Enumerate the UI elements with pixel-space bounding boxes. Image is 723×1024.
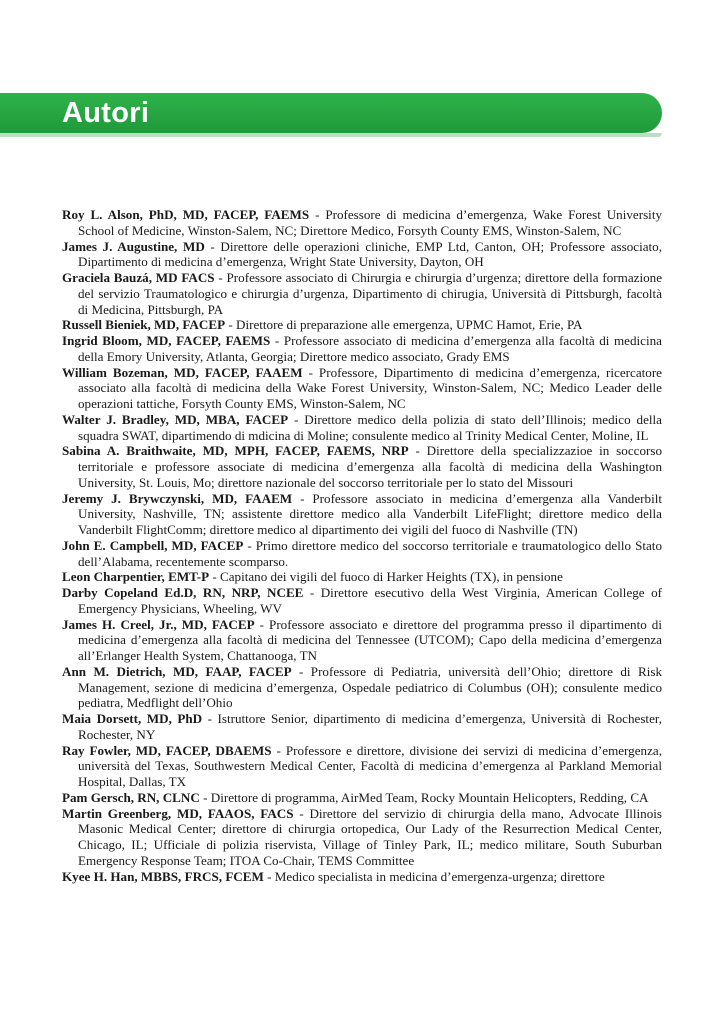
author-entry [62,333,662,365]
author-name: Maia Dorsett, MD, PhD [62,711,203,726]
author-name: Ann M. Dietrich, MD, FAAP, FACEP [62,663,292,679]
author-entry [62,270,662,317]
author-entry [62,491,662,538]
author-name: Russell Bieniek, MD, FACEP [62,317,226,333]
author-name: William Bozeman, MD, FACEP, FAAEM [62,364,303,380]
author-name: Pam Gersch, RN, CLNC [62,789,200,805]
author-entry [62,711,662,743]
section-title: Autori [62,97,150,129]
author-entry [62,443,662,490]
author-name: Roy L. Alson, PhD, MD, FACEP, FAEMS [62,207,310,222]
author-name: Ray Fowler, MD, FACEP, DBAEMS [62,742,272,758]
author-entry [62,790,662,806]
author-name: John E. Campbell, MD, FACEP [62,537,244,553]
author-description: - Direttore della specializzazioe in soccorso territoriale e professore associate di medicina d’emergenza alla facoltà di medicina della Washington University, St. Louis, Mo; direttore nazionale del soccorso territoriale per lo stato del Missouri [78,443,662,490]
author-name: Sabina A. Braithwaite, MD, MPH, FACEP, FAEMS, NRP [62,443,409,459]
author-description: - Professore associato di medicina d’emergenza alla facoltà di medicina della Emory University, Atlanta, Georgia; Direttore medico associato, Grady EMS [78,333,662,364]
author-name: Ingrid Bloom, MD, FACEP, FAEMS [62,333,271,348]
author-description: - Direttore medico della polizia di stato dell’Illinois; medico della squadra SWAT, dipartimendo di mdicina di Moline; consulente medico al Trinity Medical Center, Moline, IL [78,411,662,443]
author-description: - Istruttore Senior, dipartimento di medicina d’emergenza, Università di Rochester, Rochester, NY [78,711,662,742]
author-entry [62,365,662,412]
author-name: Darby Copeland Ed.D, RN, NRP, NCEE [62,585,304,600]
author-entry [62,869,662,885]
author-entry [62,207,662,239]
author-description: - Capitano dei vigili del fuoco di Harker Heights (TX), in pensione [209,569,563,585]
author-description: - Professore, Dipartimento di medicina d’emergenza, ricercatore associato alla facoltà di medicina della Wake Forest University, Winston-Salem, NC; Medico Leader delle operazioni tattiche, Forsyth County EMS, Winston-Salem, NC [78,364,662,411]
author-entry [62,569,662,585]
author-entry [62,806,662,869]
author-list [62,207,662,884]
author-description: - Professore e direttore, divisione dei servizi di medicina d’emergenza, università del Texas, Southwestern Medical Center, Facoltà di medicina d’emergenza al Parkland Memorial Hospital, Dallas, TX [78,742,662,789]
author-description: - Professore associato e direttore del programma presso il dipartimento di medicina d’emergenza alla facoltà di medicina del Tennessee (UTCOM); Capo della medicina d’emergenza all’Erlanger Health System, Chattanooga, TN [78,616,662,663]
author-entry [62,412,662,444]
author-name: Graciela Bauzá, MD FACS [62,270,215,285]
author-description: - Primo direttore medico del soccorso territoriale e traumatologico dello Stato dell’Alabama, recentemente scomparso. [78,537,662,569]
author-name: Leon Charpentier, EMT-P [62,569,210,585]
author-entry [62,317,662,333]
author-name: James H. Creel, Jr., MD, FACEP [62,616,255,632]
author-description: - Direttore di preparazione alle emergenza, UPMC Hamot, Erie, PA [225,317,583,333]
author-name: James J. Augustine, MD [62,238,205,254]
author-entry [62,664,662,711]
author-name: Jeremy J. Brywczynski, MD, FAAEM [62,490,293,506]
author-entry [62,617,662,664]
section-header-band [0,93,662,133]
author-description: - Professore di medicina d’emergenza, Wake Forest University School of Medicine, Winston-Salem, NC; Direttore Medico, Forsyth County EMS, Winston-Salem, NC [78,207,662,238]
author-entry [62,538,662,570]
author-entry [62,239,662,271]
author-description: - Professore di Pediatria, università dell’Ohio; direttore di Risk Management, sezione di medicina d’emergenza, Ospedale pediatrico di Columbus (OH); consulente medico pediatra, Medflight dell’Ohio [78,663,662,711]
author-entry [62,743,662,790]
author-name: Martin Greenberg, MD, FAAOS, FACS [62,805,294,821]
author-entry [62,585,662,617]
author-description: - Direttore di programma, AirMed Team, Rocky Mountain Helicopters, Redding, CA [199,789,649,805]
author-description: - Direttore del servizio di chirurgia della mano, Advocate Illinois Masonic Medical Center; direttore di chirurgia ortopedica, Our Lady of the Resurrection Medical Center, Chicago, IL; Ufficiale di polizia riservista, Village of Tinley Park, IL; medico militare, South Suburban Emergency Response Team; ITOA Co-Chair, TEMS Committee [78,805,662,868]
author-name: Walter J. Bradley, MD, MBA, FACEP [62,411,289,427]
author-description: - Professore associato in medicina d’emergenza alla Vanderbilt University, Nashville, TN; assistente direttore medico alla Vanderbilt LifeFlight; direttore medico della Vanderbilt FlightComm; direttore medico al dipartimento dei vigili del fuoco di Nashville (TN) [78,490,662,537]
author-name: Kyee H. Han, MBBS, FRCS, FCEM [62,868,264,884]
author-description: - Direttore esecutivo della West Virginia, American College of Emergency Physicians, Wheeling, WV [78,585,662,616]
author-description: - Professore associato di Chirurgia e chirurgia d’urgenza; direttore della formazione del servizio Traumatologico e chirurgia d’urgenza, Dipartimento di chirugia, Università di Pittsburgh, facoltà di Medicina, Pittsburgh, PA [78,270,663,317]
author-description: - Direttore delle operazioni cliniche, EMP Ltd, Canton, OH; Professore associato, Dipartimento di medicina d’emergenza, Wright State University, Dayton, OH [78,238,662,270]
author-description: - Medico specialista in medicina d’emergenza-urgenza; direttore [263,868,605,884]
